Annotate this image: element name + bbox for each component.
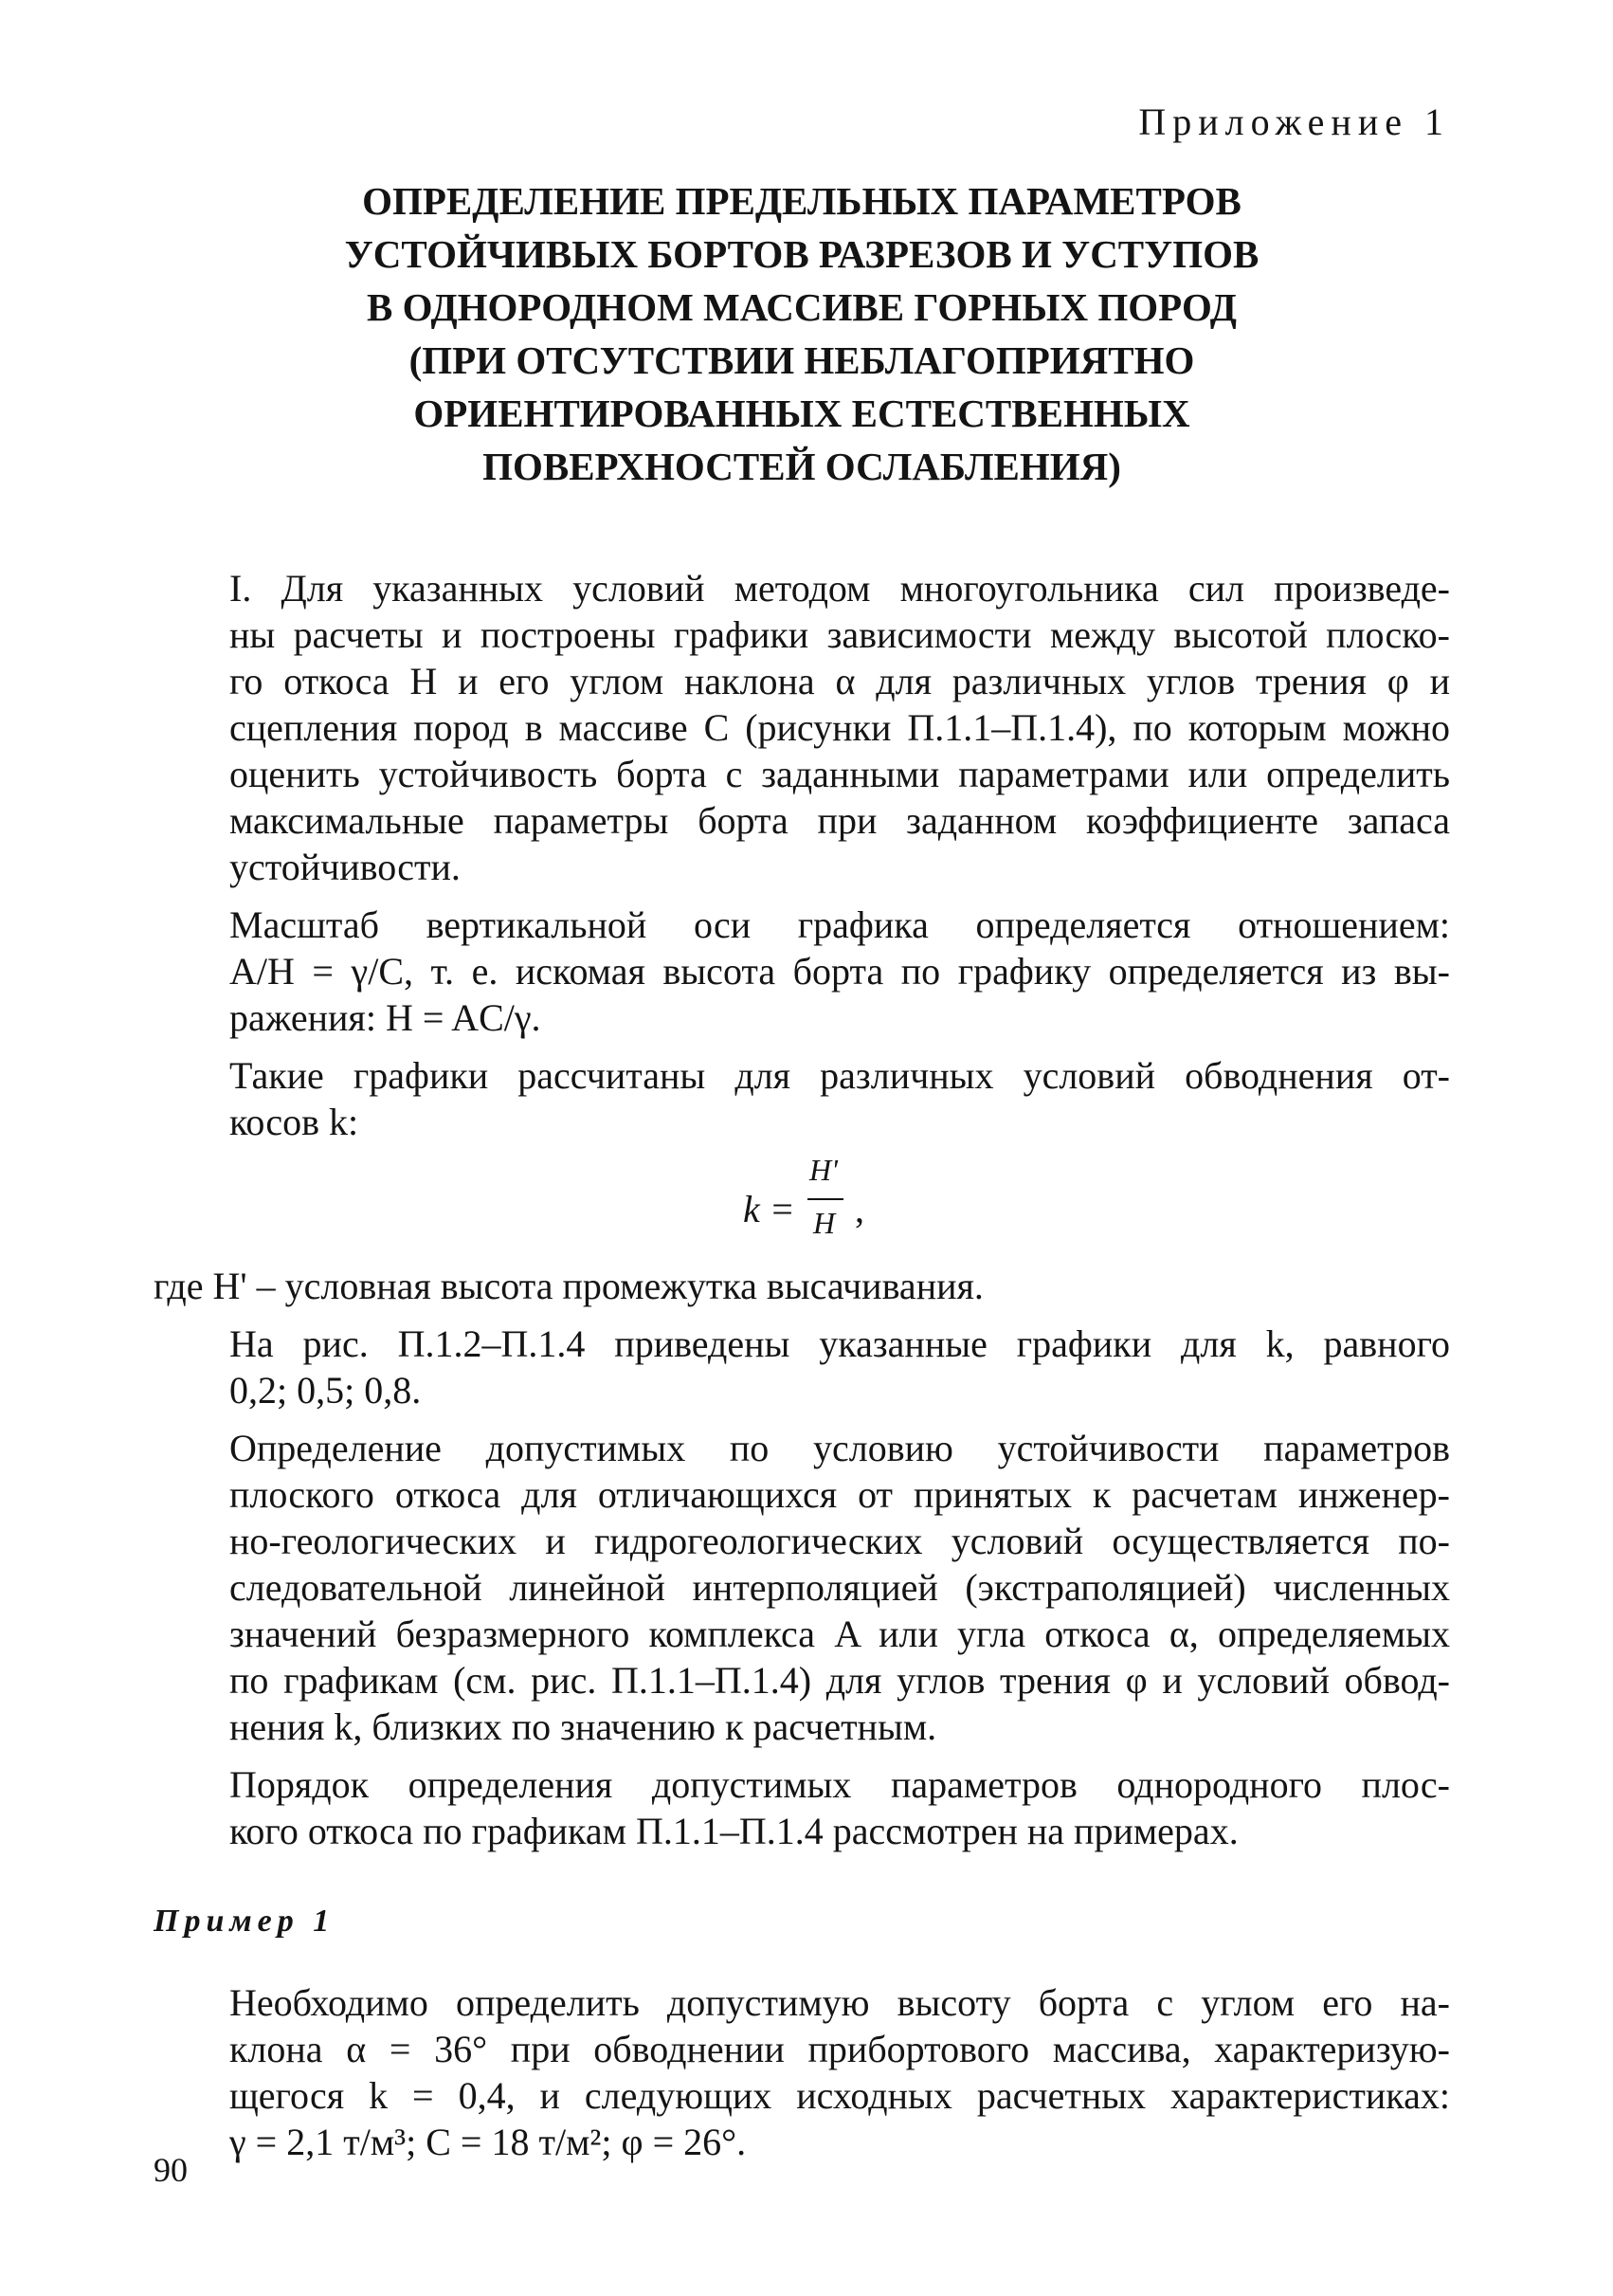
formula-k [154, 1151, 1450, 1263]
page-number: 90 [154, 2151, 188, 2189]
text-line: γ = 2,1 т/м³; C = 18 т/м²; φ = 26°. [229, 2121, 747, 2163]
text-line: A/H = γ/C, т. е. искомая высота борта по графику определяется из вы- [229, 950, 1450, 993]
paragraph-5 [154, 1321, 1450, 1413]
title-line: (ПРИ ОТСУТСТВИИ НЕБЛАГОПРИЯТНО [408, 338, 1195, 382]
document-page [154, 100, 1450, 2165]
text-line: клона α = 36° при обводнении прибортового массива, характеризую- [229, 2028, 1450, 2070]
paragraph-3 [154, 1052, 1450, 1145]
text-line: I. Для указанных условий методом многоугольника сил произведе- [229, 567, 1450, 610]
text-line: устойчивости. [229, 846, 461, 888]
title-line: ОРИЕНТИРОВАННЫХ ЕСТЕСТВЕННЫХ [413, 392, 1190, 435]
text-line: косов k: [229, 1101, 359, 1143]
title-line: В ОДНОРОДНОМ МАССИВЕ ГОРНЫХ ПОРОД [367, 285, 1237, 329]
text-line: ны расчеты и построены графики зависимости между высотой плоско- [229, 613, 1450, 656]
paragraph-4: где H' – условная высота промежутка высачивания. [154, 1265, 984, 1307]
text-line: На рис. П.1.2–П.1.4 приведены указанные графики для k, равного [229, 1322, 1450, 1365]
text-line: максимальные параметры борта при заданном коэффициенте запаса [229, 799, 1450, 842]
text-line: щегося k = 0,4, и следующих исходных расчетных характеристиках: [229, 2074, 1450, 2117]
appendix-label: Приложение 1 [1138, 100, 1450, 143]
paragraph-1 [154, 565, 1450, 890]
text-line: оценить устойчивость борта с заданными параметрами или определить [229, 753, 1450, 795]
text-line: плоского откоса для отличающихся от принятых к расчетам инженер- [229, 1473, 1450, 1516]
formula-comma: , [855, 1188, 864, 1230]
fraction-bar [807, 1198, 843, 1200]
text-line: по графикам (см. рис. П.1.1–П.1.4) для углов трения φ и условий обвод- [229, 1659, 1450, 1702]
formula-numerator: H' [809, 1153, 838, 1187]
text-line: ражения: H = AC/γ. [229, 996, 541, 1039]
example-title: Пример 1 [154, 1904, 335, 1939]
text-line: Порядок определения допустимых параметров однородного плос- [229, 1763, 1450, 1806]
text-line: Такие графики рассчитаны для различных условий обводнения от- [229, 1054, 1450, 1097]
text-line: Необходимо определить допустимую высоту борта с углом его на- [229, 1981, 1450, 2024]
title-line: ОПРЕДЕЛЕНИЕ ПРЕДЕЛЬНЫХ ПАРАМЕТРОВ [362, 179, 1241, 223]
text-line: нения k, близких по значению к расчетным. [229, 1705, 937, 1748]
text-line: Масштаб вертикальной оси графика определяется отношением: [229, 903, 1450, 946]
formula-lhs: k = [743, 1188, 795, 1230]
paragraph-2 [154, 902, 1450, 1041]
text-line: го откоса H и его углом наклона α для различных углов трения φ и [229, 660, 1450, 702]
formula-denominator: H [813, 1206, 836, 1240]
section-title [154, 174, 1450, 493]
text-line: следовательной линейной интерполяцией (экстраполяцией) численных [229, 1566, 1450, 1609]
paragraph-7 [154, 1761, 1450, 1854]
text-line: значений безразмерного комплекса A или угла откоса α, определяемых [229, 1613, 1450, 1655]
title-line: УСТОЙЧИВЫХ БОРТОВ РАЗРЕЗОВ И УСТУПОВ [344, 232, 1260, 276]
text-line: 0,2; 0,5; 0,8. [229, 1369, 422, 1412]
text-line: но-геологических и гидрогеологических условий осуществляется по- [229, 1520, 1450, 1562]
text-line: сцепления пород в массиве C (рисунки П.1.1–П.1.4), по которым можно [229, 706, 1450, 749]
example-paragraph [154, 1979, 1450, 2165]
title-line: ПОВЕРХНОСТЕЙ ОСЛАБЛЕНИЯ) [482, 445, 1121, 488]
text-line: Определение допустимых по условию устойчивости параметров [229, 1427, 1450, 1469]
text-line: кого откоса по графикам П.1.1–П.1.4 рассмотрен на примерах. [229, 1810, 1239, 1852]
paragraph-6 [154, 1425, 1450, 1750]
